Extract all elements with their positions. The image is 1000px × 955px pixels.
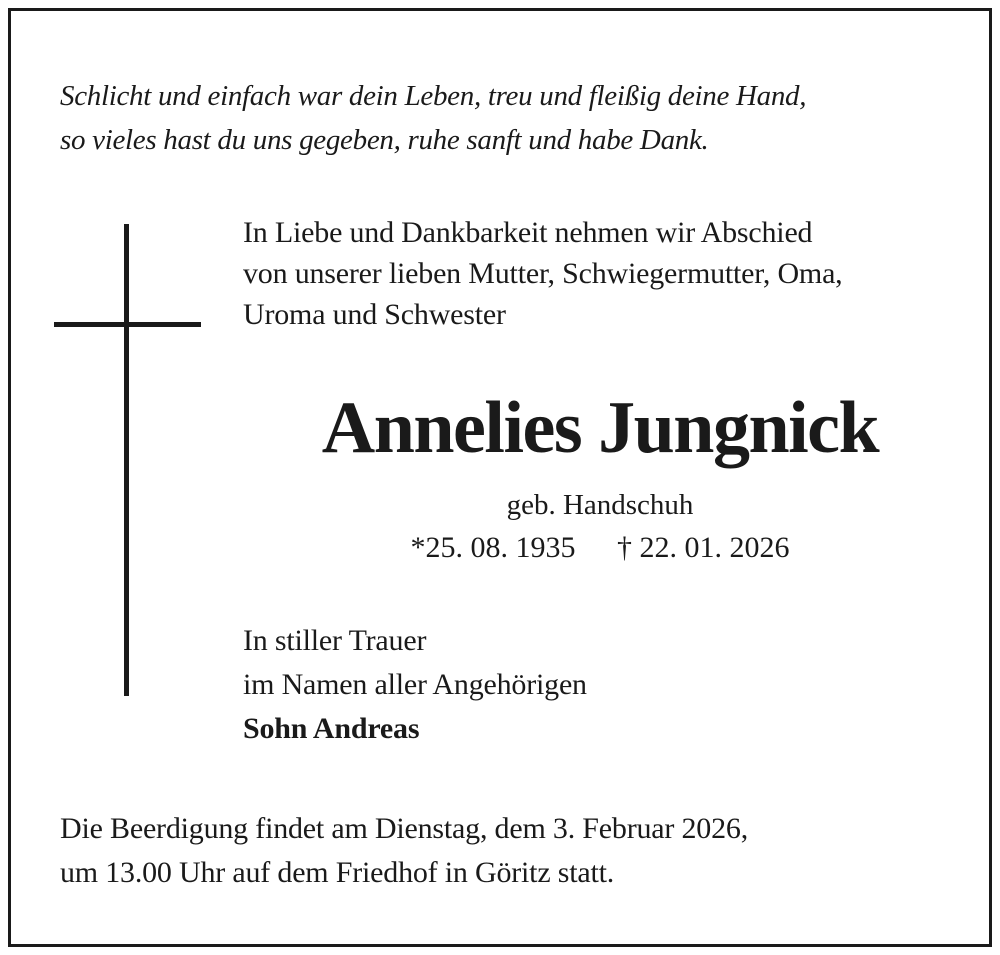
funeral-line: um 13.00 Uhr auf dem Friedhof in Göritz statt.	[60, 856, 615, 889]
intro-line: Uroma und Schwester	[243, 298, 506, 331]
deceased-name: Annelies Jungnick	[321, 387, 879, 469]
intro-line: von unserer lieben Mutter, Schwiegermutter, Oma,	[243, 257, 843, 290]
mourning-line: im Namen aller Angehörigen	[243, 668, 587, 701]
funeral-info	[60, 807, 748, 895]
intro-line: In Liebe und Dankbarkeit nehmen wir Abschied	[243, 216, 813, 249]
motto-line: so vieles hast du uns gegeben, ruhe sanft und habe Dank.	[60, 124, 709, 156]
signer-name: Sohn Andreas	[243, 712, 420, 745]
mourning-line: In stiller Trauer	[243, 624, 427, 657]
motto-verse	[60, 74, 806, 162]
death-date: † 22. 01. 2026	[617, 531, 790, 564]
motto-line: Schlicht und einfach war dein Leben, treu und fleißig deine Hand,	[60, 80, 807, 112]
birth-date: *25. 08. 1935	[410, 531, 576, 564]
life-dates	[200, 526, 1000, 570]
farewell-intro	[243, 212, 842, 335]
maiden-name: geb. Handschuh	[506, 489, 694, 521]
funeral-line: Die Beerdigung findet am Dienstag, dem 3. Februar 2026,	[60, 812, 748, 845]
cross-icon-bar	[54, 322, 201, 327]
mourning-block	[243, 619, 587, 751]
cross-icon	[124, 224, 129, 696]
